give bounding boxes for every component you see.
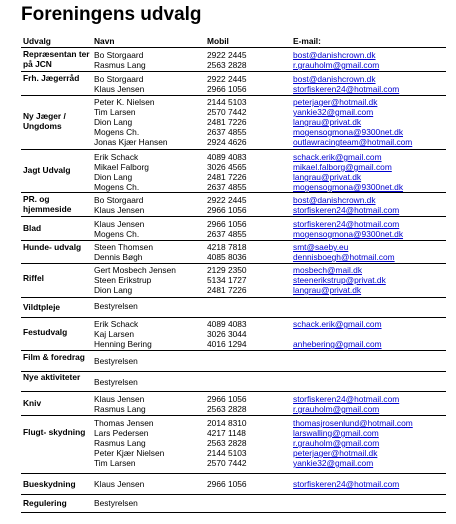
member-row	[21, 50, 446, 60]
member-mobile: 5134 1727	[207, 275, 247, 285]
committee-group	[21, 263, 446, 297]
member-row	[21, 265, 446, 275]
committee-label: Blad	[23, 223, 42, 233]
member-row	[21, 182, 446, 192]
member-email-link[interactable]: mogensogmona@9300net.dk	[293, 127, 404, 137]
member-row	[21, 479, 446, 489]
member-email-link[interactable]: larswalling@gmail.com	[293, 428, 379, 438]
member-mobile: 4089 4083	[207, 152, 247, 162]
member-mobile: 2637 4855	[207, 182, 247, 192]
member-email-link[interactable]: mogensogmona@9300net.dk	[293, 229, 404, 239]
committee-group	[21, 371, 446, 391]
member-row	[21, 152, 446, 162]
member-mobile: 2637 4855	[207, 127, 247, 137]
member-row	[21, 137, 446, 147]
member-mobile: 2481 7226	[207, 285, 247, 295]
member-name: Henning Bering	[94, 339, 152, 349]
committee-label: Nye aktiviteter	[23, 372, 81, 382]
member-name: Steen Erikstrup	[94, 275, 152, 285]
member-mobile: 4218 7818	[207, 242, 247, 252]
member-row	[21, 172, 446, 182]
member-name: Klaus Jensen	[94, 205, 145, 215]
member-mobile: 2014 8310	[207, 418, 247, 428]
member-mobile: 2563 2828	[207, 60, 247, 70]
member-email-link[interactable]: bost@danishcrown.dk	[293, 74, 376, 84]
committee-label: Ny Jæger / Ungdoms	[23, 111, 66, 131]
member-mobile: 2924 4626	[207, 137, 247, 147]
member-row	[21, 301, 446, 311]
committee-label: Regulering	[23, 498, 67, 508]
member-mobile: 2637 4855	[207, 229, 247, 239]
member-mobile: 2570 7442	[207, 458, 247, 468]
member-mobile: 2563 2828	[207, 438, 247, 448]
member-email-link[interactable]: storfiskeren24@hotmail.com	[293, 394, 400, 404]
member-email-link[interactable]: yankie32@gmail.com	[293, 107, 374, 117]
committee-label: Festudvalg	[23, 327, 68, 337]
member-name: Bestyrelsen	[94, 498, 138, 508]
member-name: Dion Lang	[94, 117, 133, 127]
member-name: Mikael Falborg	[94, 162, 149, 172]
committee-label: Flugt- skydning	[23, 427, 86, 437]
member-email-link[interactable]: peterjager@hotmail.dk	[293, 97, 378, 107]
member-mobile: 4217 1148	[207, 428, 246, 438]
table-bottom-rule	[21, 512, 446, 513]
member-mobile: 2966 1056	[207, 479, 247, 489]
committee-group	[21, 297, 446, 317]
member-row	[21, 252, 446, 262]
member-email-link[interactable]: peterjager@hotmail.dk	[293, 448, 378, 458]
member-row	[21, 377, 446, 387]
member-mobile: 4085 8036	[207, 252, 247, 262]
committee-group	[21, 95, 446, 149]
member-email-link[interactable]: storfiskeren24@hotmail.com	[293, 479, 400, 489]
member-row	[21, 107, 446, 117]
member-name: Erik Schack	[94, 319, 139, 329]
member-mobile: 2563 2828	[207, 404, 247, 414]
committee-label: Jagt Udvalg	[23, 165, 71, 175]
committee-group	[21, 350, 446, 371]
member-name: Klaus Jensen	[94, 84, 145, 94]
committee-group	[21, 192, 446, 216]
member-row	[21, 60, 446, 70]
member-row	[21, 285, 446, 295]
member-row	[21, 404, 446, 414]
committee-label: Riffel	[23, 273, 44, 283]
member-email-link[interactable]: steenerikstrup@privat.dk	[293, 275, 386, 285]
member-name: Rasmus Lang	[94, 438, 146, 448]
committee-group	[21, 391, 446, 415]
member-row	[21, 97, 446, 107]
member-email-link[interactable]: langrau@privat.dk	[293, 117, 362, 127]
member-row	[21, 162, 446, 172]
member-email-link[interactable]: r.grauholm@gmail.com	[293, 438, 380, 448]
member-name: Dion Lang	[94, 172, 133, 182]
member-name: Lars Pedersen	[94, 428, 149, 438]
member-mobile: 2481 7226	[207, 117, 247, 127]
member-name: Klaus Jensen	[94, 219, 145, 229]
member-row	[21, 418, 446, 428]
member-name: Bestyrelsen	[94, 356, 138, 366]
member-email-link[interactable]: bost@danishcrown.dk	[293, 195, 376, 205]
member-row	[21, 127, 446, 137]
committee-group	[21, 240, 446, 263]
committee-group	[21, 149, 446, 192]
member-mobile: 2129 2350	[207, 265, 247, 275]
member-mobile: 2144 5103	[207, 97, 247, 107]
member-name: Steen Thomsen	[94, 242, 153, 252]
member-email-link[interactable]: outlawracingteam@hotmail.com	[293, 137, 413, 147]
member-mobile: 3026 4565	[207, 162, 247, 172]
member-name: Thomas Jensen	[94, 418, 154, 428]
member-mobile: 2922 2445	[207, 50, 247, 60]
member-name: Rasmus Lang	[94, 60, 146, 70]
member-row	[21, 205, 446, 215]
table-header	[21, 36, 446, 47]
member-email-link[interactable]: dennisboegh@hotmail.com	[293, 252, 395, 262]
member-email-link[interactable]: storfiskeren24@hotmail.com	[293, 219, 400, 229]
member-email-link[interactable]: r.grauholm@gmail.com	[293, 404, 380, 414]
member-row	[21, 498, 446, 508]
member-mobile: 2966 1056	[207, 205, 247, 215]
member-name: Bo Storgaard	[94, 74, 144, 84]
member-email-link[interactable]: storfiskeren24@hotmail.com	[293, 205, 400, 215]
member-name: Bo Storgaard	[94, 195, 144, 205]
member-name: Kaj Larsen	[94, 329, 135, 339]
member-row	[21, 319, 446, 329]
member-name: Mogens Ch.	[94, 182, 140, 192]
member-name: Gert Mosbech Jensen	[94, 265, 176, 275]
header-udvalg: Udvalg	[23, 36, 51, 46]
member-email-link[interactable]: bost@danishcrown.dk	[293, 50, 376, 60]
committee-label: Hunde- udvalg	[23, 242, 82, 252]
member-mobile: 2922 2445	[207, 195, 247, 205]
committee-group	[21, 71, 446, 95]
member-row	[21, 356, 446, 366]
member-row	[21, 438, 446, 448]
member-row	[21, 242, 446, 252]
member-row	[21, 229, 446, 239]
committee-group	[21, 473, 446, 494]
member-mobile: 2966 1056	[207, 219, 247, 229]
member-name: Bo Storgaard	[94, 50, 144, 60]
member-email-link[interactable]: r.grauholm@gmail.com	[293, 60, 380, 70]
page-title: Foreningens udvalg	[21, 4, 202, 25]
member-email-link[interactable]: mosbech@mail.dk	[293, 265, 363, 275]
member-name: Bestyrelsen	[94, 377, 138, 387]
member-row	[21, 84, 446, 94]
member-row	[21, 117, 446, 127]
member-email-link[interactable]: yankie32@gmail.com	[293, 458, 374, 468]
member-mobile: 2922 2445	[207, 74, 247, 84]
committee-label: PR. og hjemmeside	[23, 194, 72, 214]
member-name: Erik Schack	[94, 152, 139, 162]
member-mobile: 2481 7226	[207, 172, 247, 182]
committee-label: Vildtpleje	[23, 302, 61, 312]
member-row	[21, 74, 446, 84]
member-row	[21, 329, 446, 339]
committee-label: Bueskydning	[23, 479, 76, 489]
member-name: Mogens Ch.	[94, 229, 140, 239]
member-email-link[interactable]: mikael.falborg@gmail.com	[293, 162, 392, 172]
member-mobile: 4089 4083	[207, 319, 247, 329]
member-email-link[interactable]: schack.erik@gmail.com	[293, 152, 382, 162]
member-name: Tim Larsen	[94, 458, 136, 468]
committee-label: Repræsentan ter på JCN	[23, 49, 90, 69]
member-name: Bestyrelsen	[94, 301, 138, 311]
member-row	[21, 195, 446, 205]
member-row	[21, 339, 446, 349]
member-mobile: 3026 3044	[207, 329, 247, 339]
member-email-link[interactable]: langrau@privat.dk	[293, 172, 362, 182]
member-row	[21, 428, 446, 438]
member-mobile: 2144 5103	[207, 448, 247, 458]
member-name: Dion Lang	[94, 285, 133, 295]
committee-label: Frh. Jægerråd	[23, 73, 80, 83]
committee-group	[21, 494, 446, 513]
member-name: Peter Kjær Nielsen	[94, 448, 165, 458]
member-name: Rasmus Lang	[94, 404, 146, 414]
member-mobile: 2570 7442	[207, 107, 247, 117]
member-row	[21, 394, 446, 404]
member-mobile: 4016 1294	[207, 339, 247, 349]
member-row	[21, 275, 446, 285]
member-name: Mogens Ch.	[94, 127, 140, 137]
member-email-link[interactable]: storfiskeren24@hotmail.com	[293, 84, 400, 94]
member-name: Klaus Jensen	[94, 394, 145, 404]
member-mobile: 2966 1056	[207, 84, 247, 94]
member-email-link[interactable]: smt@saeby.eu	[293, 242, 349, 252]
committee-label: Kniv	[23, 398, 42, 408]
member-name: Peter K. Nielsen	[94, 97, 155, 107]
member-row	[21, 219, 446, 229]
member-row	[21, 458, 446, 468]
committee-group	[21, 415, 446, 473]
header-mobil: Mobil	[207, 36, 229, 46]
header-navn: Navn	[94, 36, 115, 46]
member-row	[21, 448, 446, 458]
committee-group	[21, 47, 446, 71]
header-email: E-mail:	[293, 36, 321, 46]
member-email-link[interactable]: mogensogmona@9300net.dk	[293, 182, 404, 192]
committee-group	[21, 317, 446, 350]
member-mobile: 2966 1056	[207, 394, 247, 404]
member-email-link[interactable]: schack.erik@gmail.com	[293, 319, 382, 329]
member-email-link[interactable]: anhebering@gmail.com	[293, 339, 382, 349]
member-name: Dennis Bøgh	[94, 252, 143, 262]
committee-group	[21, 216, 446, 240]
member-email-link[interactable]: thomasjrosenlund@hotmail.com	[293, 418, 413, 428]
member-name: Tim Larsen	[94, 107, 136, 117]
committee-label: Film & foredrag	[23, 352, 85, 362]
member-name: Jonas Kjær Hansen	[94, 137, 168, 147]
member-name: Klaus Jensen	[94, 479, 145, 489]
member-email-link[interactable]: langrau@privat.dk	[293, 285, 362, 295]
